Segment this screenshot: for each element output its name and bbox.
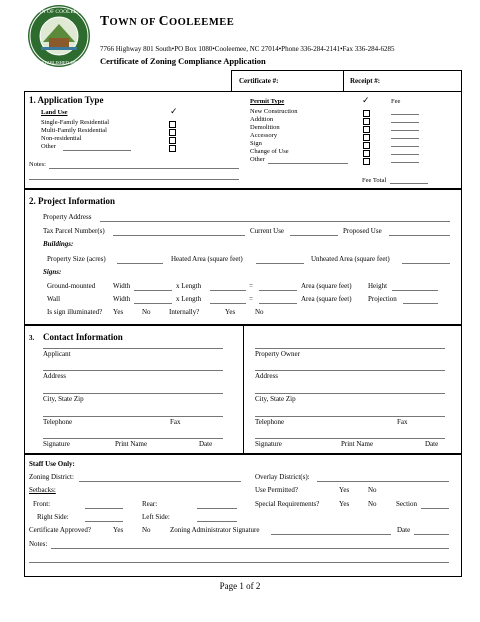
permit-sign: Sign — [250, 140, 262, 147]
wall-equals: = — [249, 295, 253, 303]
staff-notes-line-2[interactable] — [29, 562, 449, 563]
section-3-heading: Contact Information — [43, 332, 123, 342]
property-size-field[interactable] — [117, 263, 163, 264]
owner-address-field[interactable] — [255, 370, 445, 371]
wall-label: Wall — [47, 295, 61, 303]
certificate-receipt-row — [231, 70, 462, 92]
wall-area-field[interactable] — [259, 303, 297, 304]
demolition-checkbox[interactable] — [363, 126, 370, 133]
applicant-city-label: City, State Zip — [43, 395, 84, 403]
setbacks-label: Setbacks: — [29, 486, 56, 494]
wall-width-field[interactable] — [134, 303, 172, 304]
ground-area-field[interactable] — [259, 290, 297, 291]
internally-label: Internally? — [169, 308, 200, 316]
owner-address-label: Address — [255, 372, 278, 380]
contact-information-section — [24, 324, 462, 455]
section-2-heading: 2. Project Information — [29, 196, 116, 206]
land-use-label: Land Use — [41, 109, 68, 116]
notes-label: Notes: — [29, 161, 46, 168]
owner-telephone-field[interactable] — [255, 416, 445, 417]
fee-field-1[interactable] — [391, 114, 419, 115]
property-address-label: Property Address — [43, 213, 92, 221]
tax-parcel-field[interactable] — [113, 235, 245, 236]
staff-use-heading: Staff Use Only: — [29, 460, 75, 468]
internally-no[interactable]: No — [255, 308, 264, 316]
owner-print-name-label: Print Name — [341, 440, 374, 448]
proposed-use-label: Proposed Use — [343, 227, 382, 235]
owner-city-field[interactable] — [255, 393, 445, 394]
staff-date-label: Date — [397, 526, 411, 534]
front-setback-field[interactable] — [85, 508, 123, 509]
applicant-fax-label: Fax — [170, 418, 181, 426]
town-address: 7766 Highway 801 South•PO Box 1080•Cooleemee, NC 27014•Phone 336-284-2141•Fax 336-284-6285 — [100, 45, 395, 53]
fee-field-7[interactable] — [391, 162, 419, 163]
permit-accessory: Accessory — [250, 132, 278, 139]
town-seal — [27, 4, 91, 68]
sign-checkbox[interactable] — [363, 142, 370, 149]
fee-field-2[interactable] — [391, 122, 419, 123]
owner-signature-label: Signature — [255, 440, 282, 448]
section-field[interactable] — [421, 508, 449, 509]
certificate-approved-no[interactable]: No — [142, 526, 151, 534]
property-owner-label: Property Owner — [255, 350, 300, 358]
permit-type-label: Permit Type — [250, 98, 285, 105]
unheated-area-field[interactable] — [402, 263, 450, 264]
rear-setback-label: Rear: — [142, 500, 158, 508]
certificate-approved-yes[interactable]: Yes — [113, 526, 124, 534]
tax-parcel-label: Tax Parcel Number(s) — [43, 227, 105, 235]
ground-equals: = — [249, 282, 253, 290]
applicant-date-label: Date — [199, 440, 213, 448]
fee-label: Fee — [391, 98, 401, 105]
signs-label: Signs: — [43, 268, 62, 276]
notes-line-1[interactable] — [49, 168, 239, 169]
applicant-print-name-label: Print Name — [115, 440, 148, 448]
projection-label: Projection — [368, 295, 397, 303]
applicant-telephone-field[interactable] — [43, 416, 223, 417]
wall-width-label: Width — [113, 295, 131, 303]
other-land-use-checkbox[interactable] — [169, 145, 176, 152]
wall-length-field[interactable] — [210, 303, 246, 304]
land-use-multi-family: Multi-Family Residential — [41, 127, 107, 134]
illuminated-label: Is sign illuminated? — [47, 308, 103, 316]
special-requirements-yes[interactable]: Yes — [339, 500, 350, 508]
left-side-setback-field[interactable] — [197, 521, 237, 522]
staff-notes-line-1[interactable] — [51, 548, 449, 549]
fee-field-6[interactable] — [391, 154, 419, 155]
ground-width-label: Width — [113, 282, 131, 290]
heated-area-field[interactable] — [256, 263, 304, 264]
applicant-address-label: Address — [43, 372, 66, 380]
ground-length-label: x Length — [176, 282, 202, 290]
proposed-use-field[interactable] — [389, 235, 450, 236]
owner-telephone-label: Telephone — [255, 418, 285, 426]
applicant-address-field[interactable] — [43, 370, 223, 371]
heated-area-label: Heated Area (square feet) — [171, 255, 243, 263]
document-title: Certificate of Zoning Compliance Application — [100, 56, 266, 66]
current-use-label: Current Use — [250, 227, 285, 235]
land-use-other: Other — [41, 143, 56, 150]
land-use-non-residential: Non-residential — [41, 135, 82, 142]
section-label: Section — [396, 500, 417, 508]
applicant-signature-label: Signature — [43, 440, 70, 448]
svg-text:ESTABLISHED 1898: ESTABLISHED 1898 — [38, 60, 80, 65]
ground-area-label: Area (square feet) — [301, 282, 352, 290]
front-setback-label: Front: — [33, 500, 51, 508]
permit-addition: Addition — [250, 116, 274, 123]
wall-area-label: Area (square feet) — [301, 295, 352, 303]
staff-date-field[interactable] — [414, 534, 449, 535]
special-requirements-no[interactable]: No — [368, 500, 377, 508]
ground-width-field[interactable] — [134, 290, 172, 291]
rear-setback-field[interactable] — [197, 508, 237, 509]
single-family-checkbox[interactable] — [169, 121, 176, 128]
use-permitted-no[interactable]: No — [368, 486, 377, 494]
certificate-number-label: Certificate #: — [239, 77, 279, 85]
right-side-setback-label: Right Side: — [37, 513, 69, 521]
permit-new-construction: New Construction — [250, 108, 298, 115]
overlay-district-label: Overlay District(s): — [255, 473, 310, 481]
permit-change-of-use: Change of Use — [250, 148, 289, 155]
multi-family-checkbox[interactable] — [169, 129, 176, 136]
illuminated-yes[interactable]: Yes — [113, 308, 124, 316]
current-use-field[interactable] — [290, 235, 338, 236]
applicant-label: Applicant — [43, 350, 71, 358]
fee-field-4[interactable] — [391, 138, 419, 139]
notes-line-2[interactable] — [29, 179, 239, 180]
wall-length-label: x Length — [176, 295, 202, 303]
receipt-number-label: Receipt #: — [350, 77, 381, 85]
fee-field-3[interactable] — [391, 130, 419, 131]
internally-yes[interactable]: Yes — [225, 308, 236, 316]
land-use-check-icon: ✓ — [170, 106, 178, 116]
illuminated-no[interactable]: No — [142, 308, 151, 316]
staff-notes-label: Notes: — [29, 540, 48, 548]
left-side-setback-label: Left Side: — [142, 513, 170, 521]
owner-date-label: Date — [425, 440, 439, 448]
owner-signature-field[interactable] — [255, 438, 445, 439]
permit-check-icon: ✓ — [362, 95, 370, 105]
fee-total-label: Fee Total — [362, 177, 387, 184]
ground-mounted-label: Ground-mounted — [47, 282, 96, 290]
buildings-label: Buildings: — [43, 240, 74, 248]
project-information-section — [24, 188, 462, 326]
addition-checkbox[interactable] — [363, 118, 370, 125]
height-label: Height — [368, 282, 388, 290]
property-size-label: Property Size (acres) — [47, 255, 106, 263]
zoning-district-field[interactable] — [79, 481, 241, 482]
ground-length-field[interactable] — [210, 290, 246, 291]
change-of-use-checkbox[interactable] — [363, 150, 370, 157]
applicant-city-field[interactable] — [43, 393, 223, 394]
owner-field[interactable] — [255, 348, 445, 349]
application-type-section — [24, 91, 462, 190]
fee-total-field[interactable] — [390, 183, 428, 184]
zoning-district-label: Zoning District: — [29, 473, 74, 481]
town-title: TOWN OF COOLEEMEE — [100, 13, 235, 28]
unheated-area-label: Unheated Area (square feet) — [311, 255, 390, 263]
accessory-checkbox[interactable] — [363, 134, 370, 141]
use-permitted-yes[interactable]: Yes — [339, 486, 350, 494]
section-1-heading: 1. Application Type — [29, 95, 104, 105]
fee-field-5[interactable] — [391, 146, 419, 147]
svg-text:TOWN OF COOLEEMEE: TOWN OF COOLEEMEE — [29, 9, 89, 15]
overlay-district-field[interactable] — [317, 481, 449, 482]
owner-city-label: City, State Zip — [255, 395, 296, 403]
zoning-admin-signature-label: Zoning Administrator Signature — [170, 526, 260, 534]
owner-fax-label: Fax — [397, 418, 408, 426]
permit-demolition: Demolition — [250, 124, 280, 131]
land-use-single-family: Single-Family Residential — [41, 119, 110, 126]
use-permitted-label: Use Permitted? — [255, 486, 298, 494]
zoning-admin-signature-field[interactable] — [271, 534, 391, 535]
right-side-setback-field[interactable] — [85, 521, 123, 522]
page-number: Page 1 of 2 — [219, 581, 261, 591]
projection-field[interactable] — [403, 303, 438, 304]
special-requirements-label: Special Requirements? — [255, 500, 320, 508]
applicant-signature-field[interactable] — [43, 438, 223, 439]
applicant-field[interactable] — [43, 348, 223, 349]
section-3-number: 3. — [29, 334, 35, 342]
certificate-approved-label: Certificate Approved? — [29, 526, 92, 534]
new-construction-checkbox[interactable] — [363, 110, 370, 117]
other-permit-checkbox[interactable] — [363, 158, 370, 165]
permit-other: Other — [250, 156, 265, 163]
property-address-field[interactable] — [100, 221, 450, 222]
staff-use-section — [24, 453, 462, 577]
non-residential-checkbox[interactable] — [169, 137, 176, 144]
applicant-telephone-label: Telephone — [43, 418, 73, 426]
height-field[interactable] — [392, 290, 438, 291]
